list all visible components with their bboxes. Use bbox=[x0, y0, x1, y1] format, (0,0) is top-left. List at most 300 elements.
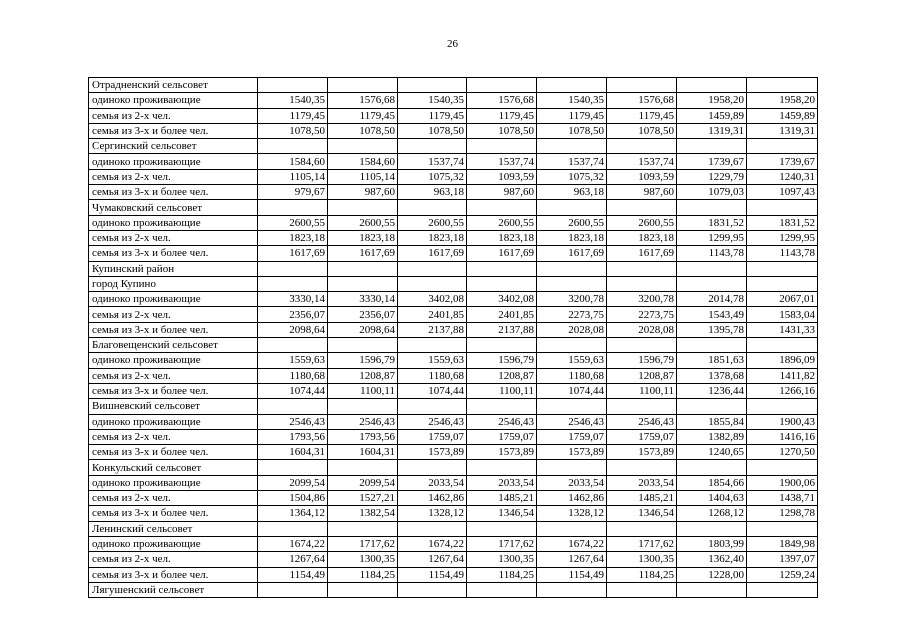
value-cell: 1831,52 bbox=[747, 215, 818, 230]
value-cell bbox=[747, 261, 818, 276]
value-cell: 1584,60 bbox=[258, 154, 328, 169]
value-cell: 1604,31 bbox=[258, 445, 328, 460]
value-cell: 1831,52 bbox=[677, 215, 747, 230]
value-cell bbox=[677, 338, 747, 353]
value-cell: 963,18 bbox=[398, 185, 467, 200]
value-cell bbox=[677, 276, 747, 291]
section-label: Лягушенский сельсовет bbox=[89, 582, 258, 597]
value-cell: 1179,45 bbox=[328, 108, 398, 123]
value-cell bbox=[467, 276, 537, 291]
value-cell: 1823,18 bbox=[537, 230, 607, 245]
value-cell: 2546,43 bbox=[467, 414, 537, 429]
value-cell: 1617,69 bbox=[607, 246, 677, 261]
value-cell bbox=[398, 582, 467, 597]
value-cell bbox=[747, 200, 818, 215]
value-cell: 1739,67 bbox=[747, 154, 818, 169]
value-cell bbox=[398, 200, 467, 215]
value-cell: 1078,50 bbox=[398, 123, 467, 138]
row-label: одиноко проживающие bbox=[89, 215, 258, 230]
value-cell: 2099,54 bbox=[258, 475, 328, 490]
value-cell bbox=[537, 460, 607, 475]
value-cell bbox=[747, 276, 818, 291]
value-cell: 1854,66 bbox=[677, 475, 747, 490]
table-row bbox=[89, 322, 818, 337]
value-cell: 1240,31 bbox=[747, 169, 818, 184]
table-row bbox=[89, 445, 818, 460]
value-cell: 2033,54 bbox=[607, 475, 677, 490]
value-cell: 1543,49 bbox=[677, 307, 747, 322]
value-cell: 2137,88 bbox=[398, 322, 467, 337]
section-label: Сергинский сельсовет bbox=[89, 139, 258, 154]
value-cell: 1851,63 bbox=[677, 353, 747, 368]
value-cell: 1900,06 bbox=[747, 475, 818, 490]
value-cell: 2401,85 bbox=[467, 307, 537, 322]
value-cell: 979,67 bbox=[258, 185, 328, 200]
page-number: 26 bbox=[447, 38, 458, 50]
value-cell bbox=[328, 338, 398, 353]
section-row bbox=[89, 78, 818, 93]
table-row bbox=[89, 215, 818, 230]
section-label: Купинский район bbox=[89, 261, 258, 276]
value-cell: 1537,74 bbox=[398, 154, 467, 169]
value-cell: 1717,62 bbox=[467, 536, 537, 551]
value-cell: 3200,78 bbox=[607, 292, 677, 307]
value-cell: 1411,82 bbox=[747, 368, 818, 383]
value-cell: 1180,68 bbox=[398, 368, 467, 383]
value-cell: 2356,07 bbox=[328, 307, 398, 322]
value-cell: 2098,64 bbox=[328, 322, 398, 337]
value-cell: 1527,21 bbox=[328, 491, 398, 506]
value-cell: 3330,14 bbox=[328, 292, 398, 307]
value-cell: 1184,25 bbox=[467, 567, 537, 582]
value-cell: 2600,55 bbox=[607, 215, 677, 230]
value-cell bbox=[747, 582, 818, 597]
section-label: город Купино bbox=[89, 276, 258, 291]
value-cell: 1319,31 bbox=[747, 123, 818, 138]
value-cell bbox=[398, 261, 467, 276]
section-row bbox=[89, 521, 818, 536]
value-cell: 1240,65 bbox=[677, 445, 747, 460]
value-cell bbox=[467, 521, 537, 536]
value-cell bbox=[328, 276, 398, 291]
value-cell bbox=[467, 78, 537, 93]
value-cell: 1328,12 bbox=[398, 506, 467, 521]
value-cell bbox=[537, 276, 607, 291]
section-label: Конкульский сельсовет bbox=[89, 460, 258, 475]
value-cell bbox=[258, 200, 328, 215]
value-cell: 1823,18 bbox=[607, 230, 677, 245]
row-label: семья из 3-х и более чел. bbox=[89, 445, 258, 460]
value-cell: 1180,68 bbox=[258, 368, 328, 383]
value-cell: 1537,74 bbox=[537, 154, 607, 169]
value-cell: 1416,16 bbox=[747, 429, 818, 444]
value-cell bbox=[607, 399, 677, 414]
value-cell: 1617,69 bbox=[328, 246, 398, 261]
row-label: семья из 2-х чел. bbox=[89, 429, 258, 444]
value-cell: 1576,68 bbox=[607, 93, 677, 108]
value-cell: 987,60 bbox=[328, 185, 398, 200]
value-cell: 1100,11 bbox=[607, 383, 677, 398]
tariff-table-wrapper bbox=[88, 77, 818, 598]
value-cell bbox=[258, 139, 328, 154]
value-cell bbox=[537, 200, 607, 215]
value-cell bbox=[677, 78, 747, 93]
value-cell: 1075,32 bbox=[537, 169, 607, 184]
value-cell: 1105,14 bbox=[328, 169, 398, 184]
value-cell: 1074,44 bbox=[258, 383, 328, 398]
section-label: Вишневский сельсовет bbox=[89, 399, 258, 414]
value-cell: 1179,45 bbox=[537, 108, 607, 123]
table-row bbox=[89, 491, 818, 506]
value-cell: 1674,22 bbox=[398, 536, 467, 551]
table-row bbox=[89, 307, 818, 322]
value-cell bbox=[677, 261, 747, 276]
value-cell: 1739,67 bbox=[677, 154, 747, 169]
value-cell: 2600,55 bbox=[467, 215, 537, 230]
value-cell: 1537,74 bbox=[467, 154, 537, 169]
value-cell bbox=[537, 261, 607, 276]
value-cell: 1154,49 bbox=[537, 567, 607, 582]
table-row bbox=[89, 567, 818, 582]
table-row bbox=[89, 123, 818, 138]
value-cell: 1855,84 bbox=[677, 414, 747, 429]
section-row bbox=[89, 261, 818, 276]
value-cell bbox=[398, 139, 467, 154]
value-cell: 963,18 bbox=[537, 185, 607, 200]
value-cell: 1583,04 bbox=[747, 307, 818, 322]
value-cell: 1267,64 bbox=[398, 552, 467, 567]
value-cell: 2600,55 bbox=[537, 215, 607, 230]
value-cell: 1459,89 bbox=[747, 108, 818, 123]
value-cell: 2600,55 bbox=[398, 215, 467, 230]
value-cell bbox=[328, 521, 398, 536]
value-cell bbox=[467, 200, 537, 215]
row-label: семья из 2-х чел. bbox=[89, 552, 258, 567]
value-cell: 1154,49 bbox=[398, 567, 467, 582]
value-cell: 2401,85 bbox=[398, 307, 467, 322]
value-cell: 1674,22 bbox=[258, 536, 328, 551]
value-cell: 1793,56 bbox=[328, 429, 398, 444]
value-cell bbox=[258, 521, 328, 536]
value-cell: 987,60 bbox=[467, 185, 537, 200]
value-cell: 1438,71 bbox=[747, 491, 818, 506]
value-cell: 2273,75 bbox=[607, 307, 677, 322]
value-cell: 1078,50 bbox=[258, 123, 328, 138]
value-cell bbox=[747, 521, 818, 536]
row-label: семья из 2-х чел. bbox=[89, 108, 258, 123]
value-cell: 1075,32 bbox=[398, 169, 467, 184]
value-cell bbox=[467, 261, 537, 276]
value-cell bbox=[677, 200, 747, 215]
row-label: одиноко проживающие bbox=[89, 475, 258, 490]
value-cell: 1382,89 bbox=[677, 429, 747, 444]
value-cell: 1431,33 bbox=[747, 322, 818, 337]
section-label: Ленинский сельсовет bbox=[89, 521, 258, 536]
value-cell: 1105,14 bbox=[258, 169, 328, 184]
value-cell bbox=[537, 582, 607, 597]
tariff-table bbox=[88, 77, 818, 598]
value-cell: 1404,63 bbox=[677, 491, 747, 506]
value-cell: 1300,35 bbox=[328, 552, 398, 567]
value-cell: 1462,86 bbox=[398, 491, 467, 506]
table-row bbox=[89, 93, 818, 108]
value-cell: 3402,08 bbox=[467, 292, 537, 307]
value-cell: 1208,87 bbox=[607, 368, 677, 383]
value-cell: 1093,59 bbox=[467, 169, 537, 184]
value-cell bbox=[537, 139, 607, 154]
value-cell: 1299,95 bbox=[677, 230, 747, 245]
value-cell: 1184,25 bbox=[328, 567, 398, 582]
section-label: Благовещенский сельсовет bbox=[89, 338, 258, 353]
value-cell: 1674,22 bbox=[537, 536, 607, 551]
value-cell: 1074,44 bbox=[398, 383, 467, 398]
value-cell: 1319,31 bbox=[677, 123, 747, 138]
value-cell: 1759,07 bbox=[467, 429, 537, 444]
value-cell bbox=[677, 139, 747, 154]
value-cell: 1584,60 bbox=[328, 154, 398, 169]
value-cell: 1573,89 bbox=[607, 445, 677, 460]
value-cell bbox=[467, 139, 537, 154]
table-row bbox=[89, 185, 818, 200]
value-cell: 1617,69 bbox=[467, 246, 537, 261]
value-cell: 1078,50 bbox=[328, 123, 398, 138]
value-cell bbox=[747, 78, 818, 93]
table-row bbox=[89, 292, 818, 307]
table-row bbox=[89, 368, 818, 383]
row-label: семья из 3-х и более чел. bbox=[89, 506, 258, 521]
value-cell bbox=[258, 460, 328, 475]
value-cell: 1849,98 bbox=[747, 536, 818, 551]
value-cell: 1143,78 bbox=[677, 246, 747, 261]
value-cell: 1576,68 bbox=[328, 93, 398, 108]
value-cell bbox=[747, 460, 818, 475]
value-cell: 1362,40 bbox=[677, 552, 747, 567]
value-cell: 3330,14 bbox=[258, 292, 328, 307]
value-cell: 1268,12 bbox=[677, 506, 747, 521]
value-cell: 1078,50 bbox=[537, 123, 607, 138]
row-label: одиноко проживающие bbox=[89, 154, 258, 169]
value-cell: 1078,50 bbox=[467, 123, 537, 138]
value-cell bbox=[607, 78, 677, 93]
row-label: семья из 2-х чел. bbox=[89, 169, 258, 184]
value-cell bbox=[258, 338, 328, 353]
value-cell: 1485,21 bbox=[467, 491, 537, 506]
section-row bbox=[89, 200, 818, 215]
value-cell: 2546,43 bbox=[398, 414, 467, 429]
value-cell bbox=[677, 399, 747, 414]
value-cell bbox=[467, 338, 537, 353]
value-cell: 1462,86 bbox=[537, 491, 607, 506]
value-cell bbox=[328, 78, 398, 93]
value-cell: 2137,88 bbox=[467, 322, 537, 337]
value-cell: 2028,08 bbox=[537, 322, 607, 337]
table-row bbox=[89, 230, 818, 245]
value-cell bbox=[607, 139, 677, 154]
value-cell: 1267,64 bbox=[537, 552, 607, 567]
row-label: одиноко проживающие bbox=[89, 414, 258, 429]
value-cell: 1759,07 bbox=[607, 429, 677, 444]
value-cell: 1236,44 bbox=[677, 383, 747, 398]
row-label: семья из 3-х и более чел. bbox=[89, 567, 258, 582]
value-cell: 2098,64 bbox=[258, 322, 328, 337]
table-row bbox=[89, 475, 818, 490]
section-row bbox=[89, 460, 818, 475]
value-cell bbox=[258, 276, 328, 291]
value-cell bbox=[258, 399, 328, 414]
table-body bbox=[89, 78, 818, 598]
value-cell: 2033,54 bbox=[398, 475, 467, 490]
value-cell: 1717,62 bbox=[328, 536, 398, 551]
value-cell: 2356,07 bbox=[258, 307, 328, 322]
value-cell: 1395,78 bbox=[677, 322, 747, 337]
row-label: семья из 2-х чел. bbox=[89, 491, 258, 506]
value-cell: 1559,63 bbox=[537, 353, 607, 368]
value-cell: 1559,63 bbox=[398, 353, 467, 368]
table-row bbox=[89, 169, 818, 184]
value-cell: 1097,43 bbox=[747, 185, 818, 200]
table-row bbox=[89, 506, 818, 521]
value-cell: 1504,86 bbox=[258, 491, 328, 506]
value-cell: 1154,49 bbox=[258, 567, 328, 582]
value-cell: 1573,89 bbox=[537, 445, 607, 460]
table-row bbox=[89, 154, 818, 169]
value-cell: 1537,74 bbox=[607, 154, 677, 169]
row-label: семья из 3-х и более чел. bbox=[89, 123, 258, 138]
value-cell bbox=[677, 521, 747, 536]
value-cell: 1596,79 bbox=[607, 353, 677, 368]
value-cell: 1229,79 bbox=[677, 169, 747, 184]
value-cell bbox=[328, 139, 398, 154]
value-cell: 1267,64 bbox=[258, 552, 328, 567]
value-cell: 1078,50 bbox=[607, 123, 677, 138]
value-cell: 1397,07 bbox=[747, 552, 818, 567]
value-cell: 1180,68 bbox=[537, 368, 607, 383]
value-cell: 1576,68 bbox=[467, 93, 537, 108]
value-cell bbox=[607, 276, 677, 291]
row-label: семья из 2-х чел. bbox=[89, 230, 258, 245]
value-cell: 1184,25 bbox=[607, 567, 677, 582]
value-cell bbox=[607, 582, 677, 597]
value-cell bbox=[398, 460, 467, 475]
section-row bbox=[89, 139, 818, 154]
value-cell: 1540,35 bbox=[258, 93, 328, 108]
value-cell: 2033,54 bbox=[537, 475, 607, 490]
value-cell: 1382,54 bbox=[328, 506, 398, 521]
value-cell: 1617,69 bbox=[258, 246, 328, 261]
row-label: одиноко проживающие bbox=[89, 93, 258, 108]
row-label: семья из 3-х и более чел. bbox=[89, 383, 258, 398]
value-cell: 1100,11 bbox=[467, 383, 537, 398]
value-cell bbox=[398, 78, 467, 93]
value-cell: 1717,62 bbox=[607, 536, 677, 551]
value-cell: 2546,43 bbox=[328, 414, 398, 429]
value-cell: 1823,18 bbox=[398, 230, 467, 245]
value-cell: 1208,87 bbox=[467, 368, 537, 383]
value-cell bbox=[258, 261, 328, 276]
value-cell: 2546,43 bbox=[258, 414, 328, 429]
value-cell: 1300,35 bbox=[607, 552, 677, 567]
value-cell: 1573,89 bbox=[467, 445, 537, 460]
value-cell bbox=[607, 521, 677, 536]
value-cell bbox=[258, 582, 328, 597]
value-cell: 1298,78 bbox=[747, 506, 818, 521]
value-cell bbox=[747, 399, 818, 414]
value-cell: 1573,89 bbox=[398, 445, 467, 460]
value-cell: 1228,00 bbox=[677, 567, 747, 582]
value-cell: 1328,12 bbox=[537, 506, 607, 521]
row-label: семья из 3-х и более чел. bbox=[89, 185, 258, 200]
value-cell: 2033,54 bbox=[467, 475, 537, 490]
table-row bbox=[89, 108, 818, 123]
table-row bbox=[89, 429, 818, 444]
table-row bbox=[89, 353, 818, 368]
value-cell bbox=[467, 460, 537, 475]
value-cell: 1299,95 bbox=[747, 230, 818, 245]
row-label: одиноко проживающие bbox=[89, 292, 258, 307]
value-cell: 1143,78 bbox=[747, 246, 818, 261]
value-cell: 1759,07 bbox=[537, 429, 607, 444]
value-cell bbox=[328, 460, 398, 475]
section-row bbox=[89, 276, 818, 291]
value-cell: 2273,75 bbox=[537, 307, 607, 322]
value-cell: 1100,11 bbox=[328, 383, 398, 398]
value-cell: 1300,35 bbox=[467, 552, 537, 567]
value-cell: 1803,99 bbox=[677, 536, 747, 551]
section-label: Отрадненский сельсовет bbox=[89, 78, 258, 93]
value-cell: 1958,20 bbox=[747, 93, 818, 108]
value-cell: 1266,16 bbox=[747, 383, 818, 398]
value-cell: 3402,08 bbox=[398, 292, 467, 307]
value-cell bbox=[747, 338, 818, 353]
table-row bbox=[89, 383, 818, 398]
value-cell bbox=[537, 399, 607, 414]
row-label: одиноко проживающие bbox=[89, 536, 258, 551]
value-cell: 1540,35 bbox=[398, 93, 467, 108]
section-row bbox=[89, 399, 818, 414]
value-cell: 1208,87 bbox=[328, 368, 398, 383]
row-label: семья из 3-х и более чел. bbox=[89, 246, 258, 261]
value-cell: 2600,55 bbox=[258, 215, 328, 230]
value-cell bbox=[537, 338, 607, 353]
value-cell bbox=[607, 200, 677, 215]
value-cell: 1378,68 bbox=[677, 368, 747, 383]
value-cell: 1346,54 bbox=[607, 506, 677, 521]
value-cell: 987,60 bbox=[607, 185, 677, 200]
value-cell: 1079,03 bbox=[677, 185, 747, 200]
value-cell: 1459,89 bbox=[677, 108, 747, 123]
value-cell bbox=[398, 521, 467, 536]
value-cell bbox=[607, 338, 677, 353]
value-cell bbox=[537, 521, 607, 536]
value-cell: 1364,12 bbox=[258, 506, 328, 521]
value-cell bbox=[328, 200, 398, 215]
value-cell: 2014,78 bbox=[677, 292, 747, 307]
value-cell bbox=[398, 276, 467, 291]
value-cell: 1896,09 bbox=[747, 353, 818, 368]
row-label: одиноко проживающие bbox=[89, 353, 258, 368]
value-cell: 1823,18 bbox=[258, 230, 328, 245]
section-label: Чумаковский сельсовет bbox=[89, 200, 258, 215]
value-cell: 1958,20 bbox=[677, 93, 747, 108]
value-cell: 1179,45 bbox=[258, 108, 328, 123]
value-cell bbox=[398, 338, 467, 353]
value-cell: 1179,45 bbox=[398, 108, 467, 123]
value-cell: 3200,78 bbox=[537, 292, 607, 307]
value-cell bbox=[328, 582, 398, 597]
value-cell: 1617,69 bbox=[537, 246, 607, 261]
section-row bbox=[89, 582, 818, 597]
table-row bbox=[89, 552, 818, 567]
